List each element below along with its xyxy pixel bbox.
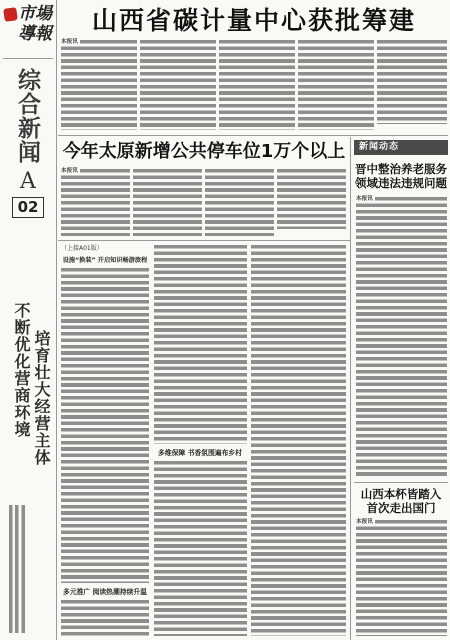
parking-story-text-column [133,169,202,236]
lead-story-text-column [377,40,447,124]
lead-story-dateline: 本报讯 [61,39,78,45]
parking-story-dateline: 本报讯 [61,168,78,174]
reading-story-text-column [251,245,346,636]
lead-story-divider [58,135,448,136]
news-brief-headline-line: 首次走出国门 [366,501,436,515]
news-brief-text [356,197,447,477]
news-brief-banner: 新闻动态 [354,140,448,155]
lead-story-text-column [219,40,295,130]
news-brief-headline-line: 山西本杯皆踏入 [360,487,442,501]
left-strip-divider [56,0,57,640]
page-footer-credits [9,505,25,633]
section-letter: A [20,169,36,194]
news-brief-divider [354,482,448,483]
lead-story-text-column [298,40,374,130]
reading-story-subhead: 设施“换装” 开启知识畅游旅程 [62,257,148,264]
parking-story-text-column [205,169,274,236]
parking-story-headline: 今年太原新增公共停车位1万个以上 [62,141,346,162]
page-number: 02 [12,197,44,218]
lead-story-text-column [140,40,216,130]
parking-story-text-column [277,169,346,229]
masthead-emblem-icon [3,7,18,22]
news-brief-dateline: 本报讯 [356,196,373,202]
news-brief-headline-line: 晋中整治养老服务 [355,162,447,176]
right-column-divider [350,137,351,640]
reading-story-text-column [154,461,247,636]
news-brief-text [356,520,447,636]
masthead-divider [3,58,53,59]
continued-from-note: （上接A01版） [61,245,103,252]
masthead-title: 市場導報 [18,4,52,44]
news-brief-headline-line: 领域违法违规问题 [355,176,447,190]
section-name: 综合新闻 [14,68,41,164]
reading-story-text-column [61,600,149,636]
parking-story-text-column [61,169,130,236]
reading-story-subhead: 多元推广 阅读热潮持续升温 [63,588,147,596]
slogan-column-2: 培育壮大经营主体 [32,330,51,466]
lead-story-text-column [61,40,137,130]
parking-story-divider [58,240,350,241]
reading-story-subhead: 多维保障 书香氛围遍布乡村 [158,449,242,457]
reading-story-text-column [61,268,149,583]
lead-story-headline: 山西省碳计量中心获批筹建 [91,6,416,35]
slogan-column-1: 不断优化营商环境 [12,302,31,438]
reading-story-text-column [154,245,247,444]
news-brief-dateline: 本报讯 [356,519,373,525]
